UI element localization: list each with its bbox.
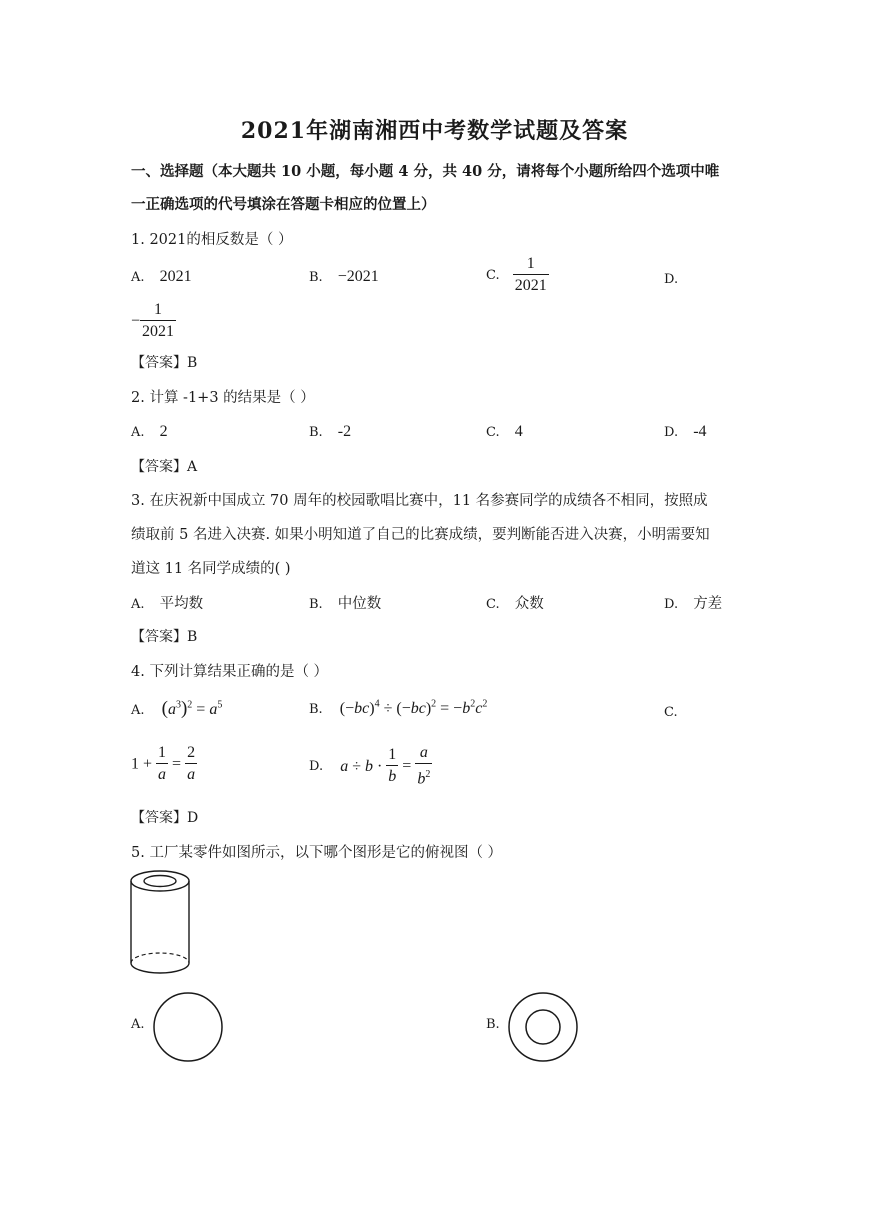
- q2-option-b: [309, 421, 351, 441]
- q1-option-d-label: D.: [664, 272, 679, 287]
- q5-option-b-label: B.: [486, 1017, 500, 1032]
- q1-option-d-numerator: 1: [154, 301, 163, 318]
- q1-option-c-numerator: 1: [526, 255, 535, 272]
- q3-stem-line3: 道这 11 名同学成绩的( ): [131, 561, 291, 577]
- q4-option-d-fraction-1: $\frac{1}{b}$: [386, 745, 398, 788]
- q1-option-b: [309, 266, 379, 286]
- q4-option-c-label: C.: [664, 705, 678, 720]
- q4-option-c-fraction-2: $\frac{2}{a}$: [185, 743, 197, 786]
- q1-option-c-label: C.: [486, 268, 500, 283]
- q3-option-b: [309, 592, 381, 613]
- q3-stem-line1: 3. 在庆祝新中国成立 70 周年的校园歌唱比赛中，11 名参赛同学的成绩各不相同，按照成: [131, 493, 708, 509]
- page-title: 2021年湖南湘西中考数学试题及答案: [240, 118, 629, 144]
- q2-option-c-label: C.: [486, 425, 500, 440]
- q2-stem: 2. 计算 -1+3 的结果是（ ）: [131, 390, 315, 406]
- q3-option-a: [131, 592, 203, 613]
- q1-option-c: [486, 254, 549, 297]
- q4-option-c-fraction-1: $\frac{1}{a}$: [156, 743, 168, 786]
- q5-option-a-label: A.: [131, 1017, 145, 1032]
- q4-option-b-expression: $(-bc)^4 \div (-bc)^2 = -b^2c^2$: [339, 698, 488, 717]
- q2-option-b-value: -2: [337, 423, 352, 440]
- q3-answer: 【答案】B: [131, 629, 198, 645]
- q3-option-a-value: 平均数: [159, 596, 204, 612]
- q1-option-c-fraction: [513, 254, 549, 297]
- q3-option-a-label: A.: [131, 597, 145, 612]
- q2-option-d-label: D.: [664, 425, 679, 440]
- q1-option-a-value: 2021: [159, 268, 192, 285]
- q5-stem: 5. 工厂某零件如图所示，以下哪个图形是它的俯视图（ ）: [131, 845, 503, 861]
- q1-option-b-label: B.: [309, 270, 323, 285]
- q4-option-d-label: D.: [309, 759, 324, 775]
- q4-option-c-expression: 1 + $\frac{1}{a}$ = $\frac{2}{a}$: [131, 743, 197, 786]
- q4-option-b: [309, 698, 487, 718]
- q4-option-d: D. a ÷ b · $\frac{1}{b}$ = $\frac{a}{b^2}$: [309, 743, 432, 790]
- q4-answer: 【答案】D: [131, 810, 199, 826]
- q5-option-a-circle-figure: [150, 989, 226, 1065]
- q4-option-a-expression: $(a^3)^2 = a^5$: [161, 698, 223, 719]
- q3-option-d-label: D.: [664, 597, 679, 612]
- q4-option-d-fraction-2: $\frac{a}{b^2}$: [415, 743, 432, 790]
- q1-option-d-label-wrap: [664, 268, 678, 287]
- q3-option-d-value: 方差: [693, 596, 723, 612]
- q1-option-d-value: [131, 300, 176, 343]
- q2-option-a-label: A.: [131, 425, 145, 440]
- hollow-cylinder-figure: [126, 866, 198, 978]
- q3-option-b-value: 中位数: [337, 596, 382, 612]
- q1-option-a: [131, 266, 192, 286]
- q4-option-c-label-wrap: [664, 701, 678, 720]
- q1-answer: 【答案】B: [131, 355, 198, 371]
- q2-option-d-value: -4: [693, 423, 707, 440]
- q3-option-c-label: C.: [486, 597, 500, 612]
- q4-stem: 4. 下列计算结果正确的是（ ）: [131, 664, 329, 680]
- q4-option-a: [131, 698, 222, 720]
- q3-option-b-label: B.: [309, 597, 323, 612]
- q4-option-a-label: A.: [131, 703, 145, 718]
- q1-option-d-denominator: 2021: [140, 320, 176, 343]
- q2-answer: 【答案】A: [131, 459, 198, 475]
- q1-option-b-value: −2021: [337, 268, 379, 285]
- q1-option-c-denominator: 2021: [513, 274, 549, 297]
- q2-option-a-value: 2: [159, 423, 168, 440]
- section-heading-line1: 一、选择题（本大题共 10 小题，每小题 4 分，共 40 分，请将每个小题所给四个选项中唯: [131, 163, 720, 180]
- q1-option-a-label: A.: [131, 270, 145, 285]
- section-heading-line2: 一正确选项的代号填涂在答题卡相应的位置上）: [131, 196, 436, 213]
- q2-option-b-label: B.: [309, 425, 323, 440]
- q2-option-c-value: 4: [514, 423, 523, 440]
- q3-option-c-value: 众数: [514, 596, 544, 612]
- q3-option-c: [486, 592, 544, 613]
- q2-option-d: [664, 421, 707, 441]
- q1-option-d-sign: −: [131, 312, 141, 330]
- q3-option-d: [664, 592, 722, 613]
- q2-option-a: [131, 421, 168, 441]
- q3-stem-line2: 绩取前 5 名进入决赛. 如果小明知道了自己的比赛成绩，要判断能否进入决赛，小明需要知: [131, 527, 710, 543]
- q1-option-d-fraction: [140, 300, 176, 343]
- q2-option-c: [486, 421, 523, 441]
- q1-stem: 1. 2021的相反数是（ ）: [131, 232, 293, 248]
- q4-option-b-label: B.: [309, 702, 323, 717]
- q5-option-b-ring-figure: [505, 989, 581, 1065]
